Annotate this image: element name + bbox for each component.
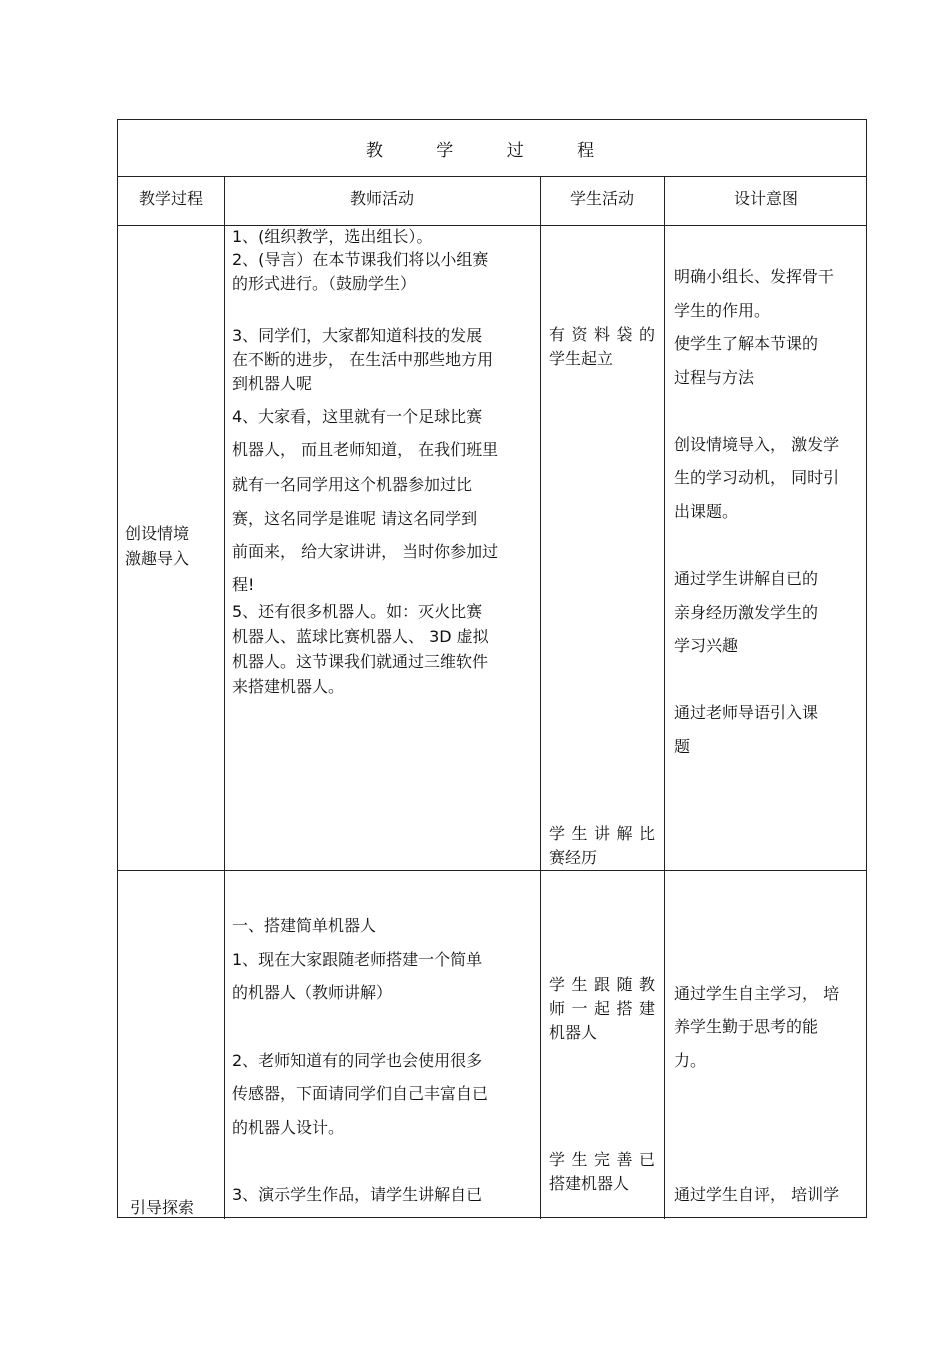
intent-line: 通过老师导语引入课 <box>674 703 819 722</box>
student-line: 搭建机器人 <box>549 1174 630 1193</box>
intent-line: 通过学生自评， 培训学 <box>674 1185 840 1204</box>
intent-line: 通过学生自主学习， 培 <box>674 984 840 1003</box>
column-divider <box>540 176 541 1219</box>
row-divider <box>118 870 866 871</box>
teacher-line: 机器人， 而且老师知道， 在我们班里 <box>232 440 499 459</box>
teaching-process-table <box>117 119 867 1218</box>
intent-line: 题 <box>674 737 691 756</box>
header-phase: 教学过程 <box>138 189 203 208</box>
column-divider <box>664 176 665 1219</box>
phase-label-line: 创设情境 <box>125 524 190 543</box>
student-line: 学生讲解比 <box>549 824 655 843</box>
student-line: 学生完善已 <box>549 1150 655 1169</box>
teacher-line: 的机器人（教师讲解） <box>232 983 393 1002</box>
teacher-line: 2、老师知道有的同学也会使用很多 <box>232 1051 483 1070</box>
row-divider <box>118 225 866 226</box>
intent-line: 使学生了解本节课的 <box>674 334 819 353</box>
teacher-line: 1、(组织教学，选出组长）。 <box>232 227 433 246</box>
student-line: 学生起立 <box>549 349 614 368</box>
teacher-line: 来搭建机器人。 <box>232 677 345 696</box>
teacher-line: 机器人。这节课我们就通过三维软件 <box>232 652 489 671</box>
phase-label-line: 激趣导入 <box>125 549 190 568</box>
teacher-line: 3、演示学生作品，请学生讲解自已 <box>232 1185 483 1204</box>
intent-line: 明确小组长、发挥骨干 <box>674 267 835 286</box>
teacher-line: 赛，这名同学是谁呢 请这名同学到 <box>232 509 478 528</box>
teacher-line: 1、现在大家跟随老师搭建一个简单 <box>232 950 483 969</box>
phase-label: 引导探索 <box>130 1198 195 1217</box>
header-intent: 设计意图 <box>733 189 798 208</box>
teacher-line: 传感器，下面请同学们自己丰富自已 <box>232 1084 489 1103</box>
teacher-line: 4、大家看，这里就有一个足球比赛 <box>232 407 483 426</box>
intent-line: 养学生勤于思考的能 <box>674 1017 819 1036</box>
intent-line: 创设情境导入， 激发学 <box>674 435 840 454</box>
student-line: 有资料袋的 <box>549 325 655 344</box>
student-line: 学生跟随教 <box>549 975 655 994</box>
student-line: 机器人 <box>549 1023 598 1042</box>
teacher-line: 一、搭建简单机器人 <box>232 916 377 935</box>
teacher-line: 的形式进行。（鼓励学生） <box>232 274 417 293</box>
teacher-line: 5、还有很多机器人。如：灭火比赛 <box>232 602 483 621</box>
teacher-line: 在不断的进步， 在生活中那些地方用 <box>232 350 494 369</box>
intent-line: 出课题。 <box>674 502 739 521</box>
teacher-line: 3、同学们，大家都知道科技的发展 <box>232 326 483 345</box>
teacher-line: 2、(导言）在本节课我们将以小组赛 <box>232 250 489 269</box>
teacher-line: 机器人、蓝球比赛机器人、 3D 虚拟 <box>232 627 489 646</box>
teacher-line: 到机器人呢 <box>232 374 313 393</box>
column-divider <box>224 176 225 1219</box>
student-line: 师一起搭建 <box>549 999 655 1018</box>
teacher-line: 的机器人设计。 <box>232 1118 345 1137</box>
intent-line: 过程与方法 <box>674 368 755 387</box>
header-student: 学生活动 <box>569 189 634 208</box>
teacher-line: 就有一名同学用这个机器参加过比 <box>232 475 473 494</box>
intent-line: 生的学习动机， 同时引 <box>674 468 840 487</box>
intent-line: 通过学生讲解自已的 <box>674 569 819 588</box>
header-teacher: 教师活动 <box>349 189 414 208</box>
intent-line: 亲身经历激发学生的 <box>674 603 819 622</box>
intent-line: 学生的作用。 <box>674 301 771 320</box>
teacher-line: 前面来， 给大家讲讲， 当时你参加过 <box>232 542 499 561</box>
teacher-line: 程! <box>232 575 255 594</box>
table-title: 教 学 过 程 <box>365 141 619 161</box>
intent-line: 力。 <box>674 1051 707 1070</box>
intent-line: 学习兴趣 <box>674 636 739 655</box>
student-line: 赛经历 <box>549 848 598 867</box>
row-divider <box>118 176 866 177</box>
